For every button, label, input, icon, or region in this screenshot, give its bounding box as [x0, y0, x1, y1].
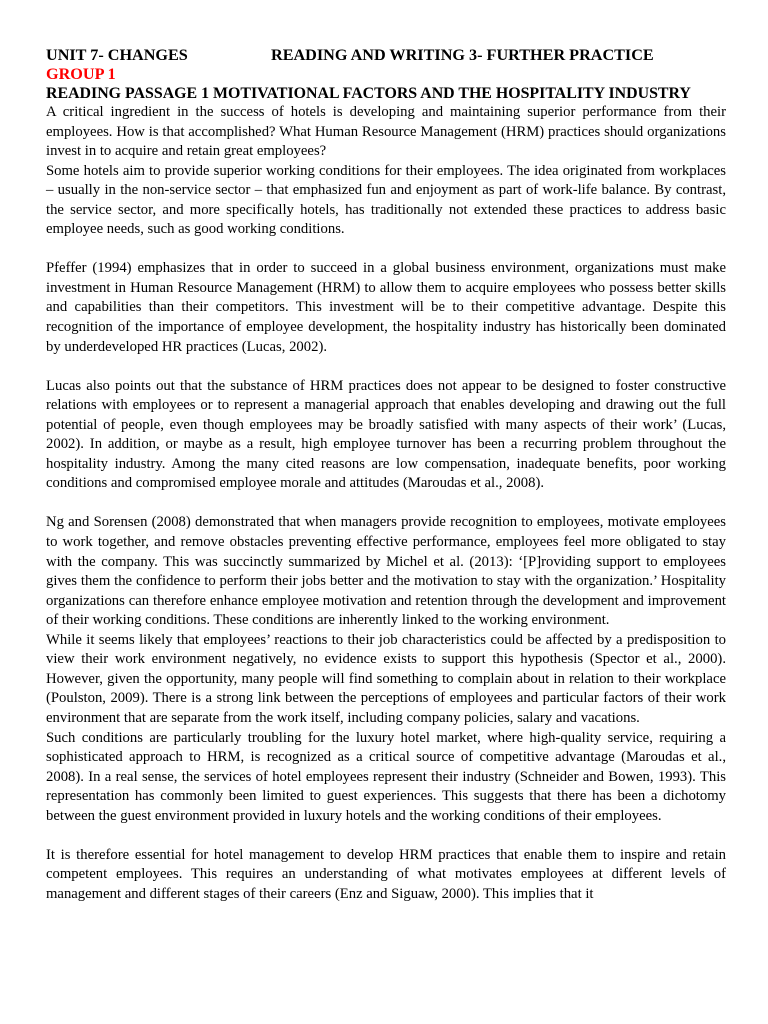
paragraph-working-conditions: Some hotels aim to provide superior working conditions for their employees. The idea originated from workplaces – usually in the non-service sector – that emphasized fun and enjoyment as part of work-life balance. By contrast, the service sector, and more specifically hotels, has traditionally not extended these practices to address basic employee needs, such as good working conditions.: [46, 162, 726, 238]
paragraph-pfeffer: Pfeffer (1994) emphasizes that in order to succeed in a global business environment, organizations must make investment in Human Resource Management (HRM) to allow them to acquire employees who possess better skills and capabilities than their competitors. This investment will be to their competitive advantage. Despite this recognition of the importance of employee development, the hospitality industry has historically been dominated by underdeveloped HR practices (Lucas, 2002).: [46, 260, 726, 355]
document-page: [46, 46, 726, 904]
document-header: [46, 46, 726, 65]
unit-title: UNIT 7- CHANGES: [46, 46, 188, 64]
paragraph-spacer: [46, 240, 726, 260]
paragraph-spacer: [46, 357, 726, 377]
paragraph-luxury-hotels: Such conditions are particularly troubling for the luxury hotel market, where high-quality service, requiring a sophisticated approach to HRM, is recognized as a critical source of competitive advantage (Maroudas et al., 2008). In a real sense, the services of hotel employees represent their industry (Schneider and Bowen, 1993). This representation has commonly been limited to guest experiences. This suggests that there has been a dichotomy between the guest environment provided in luxury hotels and the working conditions of their employees.: [46, 729, 726, 824]
section-title: READING AND WRITING 3- FURTHER PRACTICE: [271, 46, 654, 64]
paragraph-spacer: [46, 494, 726, 514]
paragraph-ng-sorensen: Ng and Sorensen (2008) demonstrated that when managers provide recognition to employees, motivate employees to work together, and remove obstacles preventing effective performance, employees feel more obligated to stay with the company. This was succinctly summarized by Michel et al. (2013): ‘[P]roviding support to employees gives them the confidence to perform their jobs better and the motivation to stay with the organization.’ Hospitality organizations can therefore enhance employee motivation and retention through the development and improvement of their working conditions. These conditions are inherently linked to the working environment.: [46, 514, 726, 629]
paragraph-intro: A critical ingredient in the success of hotels is developing and maintaining superior performance from their employees. How is that accomplished? What Human Resource Management (HRM) practices should organizations invest in to acquire and retain great employees?: [46, 104, 726, 160]
paragraph-employee-reactions: While it seems likely that employees’ reactions to their job characteristics could be affected by a predisposition to view their work environment negatively, no evidence exists to support this hypothesis (Spector et al., 2000). However, given the opportunity, many people will find something to complain about in relation to their workplace (Poulston, 2009). There is a strong link between the perceptions of employees and particular factors of their work environment that are separate from the work itself, including company policies, salary and vacations.: [46, 631, 726, 726]
passage-title: READING PASSAGE 1 MOTIVATIONAL FACTORS AND THE HOSPITALITY INDUSTRY: [46, 85, 691, 102]
paragraph-hrm-practices: It is therefore essential for hotel management to develop HRM practices that enable them to inspire and retain competent employees. This requires an understanding of what motivates employees at different levels of management and different stages of their careers (Enz and Siguaw, 2000). This implies that it: [46, 846, 726, 902]
paragraph-spacer: [46, 826, 726, 846]
group-label: GROUP 1: [46, 65, 116, 83]
paragraph-lucas: Lucas also points out that the substance of HRM practices does not appear to be designed to foster constructive relations with employees or to represent a managerial approach that enables developing and drawing out the full potential of people, even though employees may be broadly satisfied with many aspects of their work’ (Lucas, 2002). In addition, or maybe as a result, high employee turnover has been a recurring problem throughout the hospitality industry. Among the many cited reasons are low compensation, inadequate benefits, poor working conditions and compromised employee morale and attitudes (Maroudas et al., 2008).: [46, 377, 726, 492]
